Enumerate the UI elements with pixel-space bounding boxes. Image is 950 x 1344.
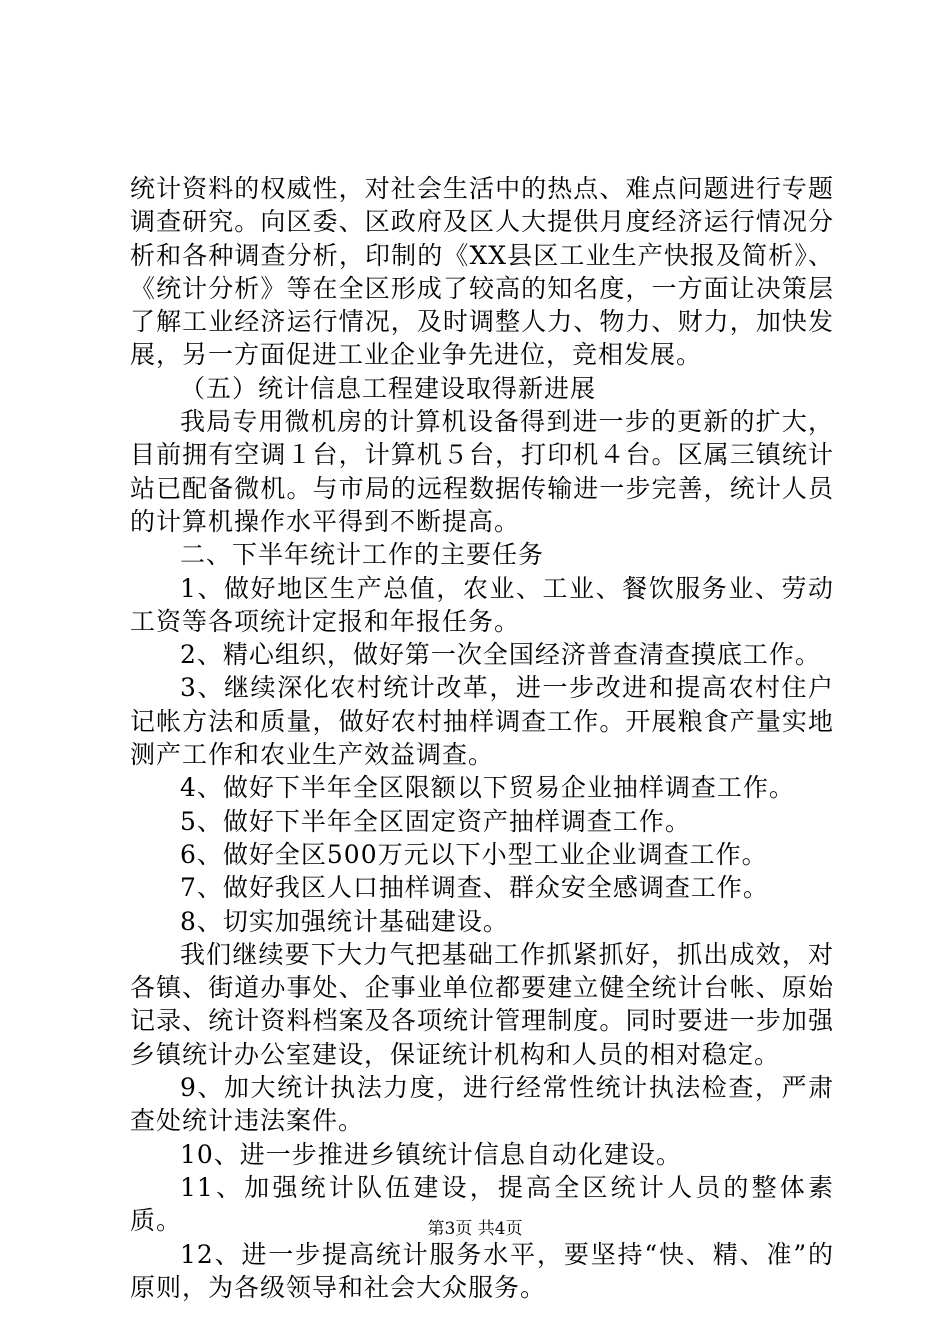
paragraph: 我局专用微机房的计算机设备得到进一步的更新的扩大，目前拥有空调１台，计算机５台，打印机４台。区属三镇统计站已配备微机。与市局的远程数据传输进一步完善，统计人员的计算机操作水平得到不断提高。 <box>130 407 834 536</box>
section-heading: （五）统计信息工程建设取得新进展 <box>180 373 597 403</box>
task-item-4: 4、做好下半年全区限额以下贸易企业抽样调查工作。 <box>180 773 795 803</box>
task-item-7: 7、做好我区人口抽样调查、群众安全感调查工作。 <box>180 873 769 903</box>
section-heading: 二、下半年统计工作的主要任务 <box>180 540 545 570</box>
page-footer <box>0 1218 950 1240</box>
paragraph: 我们继续要下大力气把基础工作抓紧抓好，抓出成效，对各镇、街道办事处、企事业单位都要建立健全统计台帐、原始记录、统计资料档案及各项统计管理制度。同时要进一步加强乡镇统计办公室建设，保证统计机构和人员的相对稳定。 <box>130 939 834 1069</box>
task-item-2: 2、精心组织，做好第一次全国经济普查清查摸底工作。 <box>180 640 821 670</box>
paragraph: 统计资料的权威性，对社会生活中的热点、难点问题进行专题调查研究。向区委、区政府及区人大提供月度经济运行情况分析和各种调查分析，印制的《XX县区工业生产快报及简析》、《统计分析》等在全区形成了较高的知名度，一方面让决策层了解工业经济运行情况，及时调整人力、物力、财力，加快发展，另一方面促进工业企业争先进位，竞相发展。 <box>130 174 834 370</box>
task-item-3: 3、继续深化农村统计改革，进一步改进和提高农村住户记帐方法和质量，做好农村抽样调查工作。开展粮食产量实地测产工作和农业生产效益调查。 <box>130 673 834 770</box>
task-item-5: 5、做好下半年全区固定资产抽样调查工作。 <box>180 806 691 836</box>
task-item-10: 10、进一步推进乡镇统计信息自动化建设。 <box>180 1139 682 1169</box>
document-body <box>130 172 834 1304</box>
task-item-1: 1、做好地区生产总值，农业、工业、餐饮服务业、劳动工资等各项统计定报和年报任务。 <box>130 573 834 636</box>
task-item-11: 11、加强统计队伍建设，提高全区统计人员的整体素质。 <box>130 1172 834 1236</box>
task-item-9: 9、加大统计执法力度，进行经常性统计执法检查，严肃查处统计违法案件。 <box>130 1073 834 1136</box>
task-item-6: 6、做好全区500万元以下小型工业企业调查工作。 <box>180 839 768 869</box>
task-item-12: 12、进一步提高统计服务水平，要坚持“快、精、准”的原则，为各级领导和社会大众服务。 <box>130 1239 834 1302</box>
task-item-8: 8、切实加强统计基础建设。 <box>180 906 509 936</box>
page-number: 第3页 共4页 <box>427 1219 523 1239</box>
